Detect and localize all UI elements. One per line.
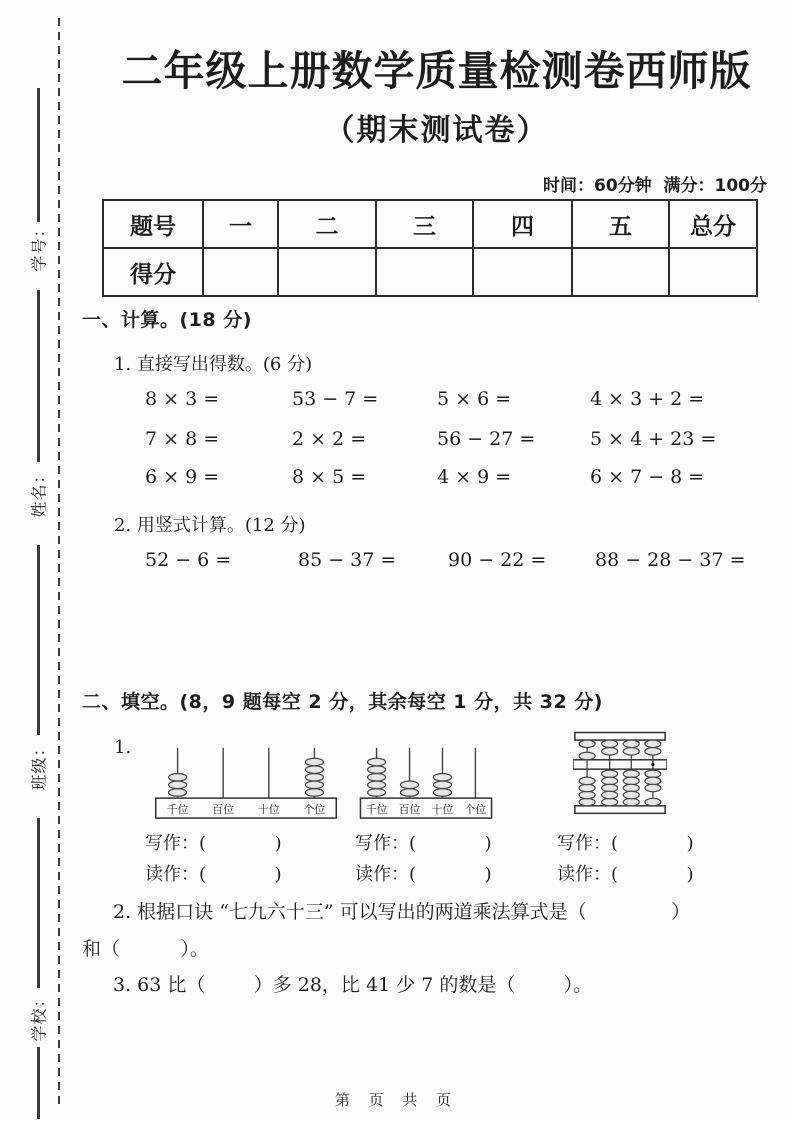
svg-text:个位: 个位 (303, 802, 326, 816)
math-problem: 56 − 27 = (437, 428, 536, 450)
math-problem: 6 × 7 − 8 = (590, 466, 705, 488)
score-cell (669, 248, 757, 296)
write-as-label: 写作：( ) (557, 833, 694, 854)
svg-text:百位: 百位 (212, 802, 235, 816)
math-problem: 85 − 37 = (298, 549, 397, 571)
score-cell (473, 248, 572, 296)
page-subtitle: （期末测试卷） (324, 113, 549, 148)
math-problem: 5 × 4 + 23 = (590, 428, 717, 450)
sidebar-field-school: 学校： (29, 990, 49, 1042)
suanpan-abacus (573, 727, 667, 817)
section-1-heading: 一、计算。(18 分) (82, 309, 252, 331)
math-problem: 53 − 7 = (292, 388, 379, 410)
write-as-label: 写作：( ) (355, 833, 492, 854)
svg-text:十位: 十位 (257, 802, 280, 816)
score-table-header-cell: 四 (473, 200, 572, 248)
mental-math-row (145, 428, 716, 450)
math-problem: 7 × 8 = (145, 428, 220, 450)
score-table-header-cell: 总分 (669, 200, 757, 248)
score-cell (572, 248, 669, 296)
math-problem: 2 × 2 = (292, 428, 367, 450)
math-problem: 52 − 6 = (145, 549, 232, 571)
dashed-cut-line (58, 18, 60, 1108)
math-problem: 4 × 3 + 2 = (590, 388, 705, 410)
sidebar-field-class: 班级： (29, 739, 49, 791)
question-2-line-2: 和（ ）。 (82, 938, 209, 960)
mental-math-row (145, 466, 704, 488)
sidebar-fill-line (37, 818, 40, 988)
svg-text:千位: 千位 (166, 802, 189, 816)
read-as-label: 读作：( ) (355, 864, 492, 885)
score-table-header-cell: 三 (376, 200, 473, 248)
score-table (102, 199, 758, 297)
section-2-heading: 二、填空。(8，9 题每空 2 分，其余每空 1 分，共 32 分) (82, 691, 603, 713)
read-as-label: 读作：( ) (557, 864, 694, 885)
score-cell (278, 248, 376, 296)
score-table-header-cell: 二 (278, 200, 376, 248)
question-3: 3. 63 比（ ）多 28，比 41 少 7 的数是（ ）。 (113, 974, 593, 996)
page-footer: 第 页 共 页 (334, 1091, 459, 1109)
math-problem: 88 − 28 − 37 = (595, 549, 746, 571)
place-value-counter-1 (150, 744, 342, 820)
math-problem: 8 × 3 = (145, 388, 220, 410)
math-problem: 8 × 5 = (292, 466, 367, 488)
sidebar-fill-line (37, 290, 40, 462)
svg-text:个位: 个位 (464, 802, 487, 816)
score-table-score-row (103, 248, 757, 296)
sidebar-field-student-id: 学号： (29, 220, 49, 272)
place-value-counter-2 (356, 744, 496, 820)
read-as-label: 读作：( ) (145, 864, 282, 885)
math-problem: 4 × 9 = (437, 466, 512, 488)
write-as-label: 写作：( ) (145, 833, 282, 854)
math-problem: 90 − 22 = (448, 549, 547, 571)
score-row-label: 得分 (103, 248, 203, 296)
math-problem: 5 × 6 = (437, 388, 512, 410)
page-title: 二年级上册数学质量检测卷西师版 (121, 47, 752, 95)
question-2-line-1: 2. 根据口诀 “七九六十三” 可以写出的两道乘法算式是（ ） (113, 901, 691, 923)
column-method-row (145, 549, 746, 571)
mental-math-row (145, 388, 704, 410)
score-table-header-cell: 五 (572, 200, 669, 248)
exam-meta: 时间：60分钟 满分：100分 (543, 176, 767, 196)
svg-text:千位: 千位 (365, 802, 388, 816)
score-table-header-cell: 一 (203, 200, 278, 248)
section-1-sub-2-label: 2. 用竖式计算。(12 分) (114, 515, 306, 536)
sidebar-fill-line (37, 88, 40, 222)
score-cell (203, 248, 278, 296)
section-1-sub-1-label: 1. 直接写出得数。(6 分) (114, 354, 313, 375)
score-table-header-row (103, 200, 757, 248)
score-cell (376, 248, 473, 296)
sidebar-field-name: 姓名： (29, 466, 49, 518)
sidebar-fill-line (37, 545, 40, 735)
score-table-header-cell: 题号 (103, 200, 203, 248)
svg-text:十位: 十位 (431, 802, 454, 816)
question-1-number: 1. (114, 737, 132, 758)
svg-text:百位: 百位 (398, 802, 421, 816)
math-problem: 6 × 9 = (145, 466, 220, 488)
